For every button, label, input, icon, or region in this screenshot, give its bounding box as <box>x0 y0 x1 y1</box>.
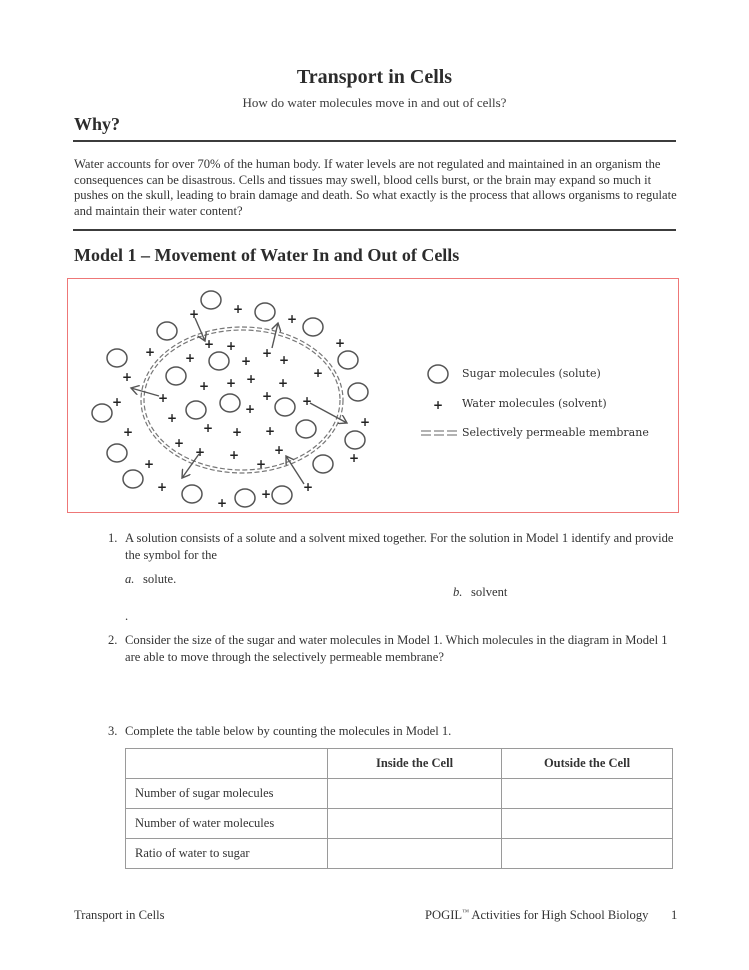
svg-text:+: + <box>348 451 360 465</box>
question-1 <box>0 530 749 640</box>
svg-text:+: + <box>228 448 240 462</box>
row-label: Ratio of water to sugar <box>126 839 328 869</box>
svg-text:+: + <box>278 353 290 367</box>
svg-text:+: + <box>231 425 243 439</box>
svg-text:+: + <box>273 443 285 457</box>
svg-text:+: + <box>157 391 169 405</box>
footer-trademark: ™ <box>462 908 469 916</box>
table-header-blank <box>126 749 328 779</box>
question-2-text: Consider the size of the sugar and water molecules in Model 1. Which molecules in the diagram in Model 1 are able to move through the selectively permeable membrane? <box>125 633 668 664</box>
inside-water-cell[interactable] <box>328 809 502 839</box>
question-2 <box>0 632 749 672</box>
svg-text:+: + <box>225 376 237 390</box>
row-label: Number of sugar molecules <box>126 779 328 809</box>
row-label: Number of water molecules <box>126 809 328 839</box>
svg-text:+: + <box>203 337 215 351</box>
table-header-outside: Outside the Cell <box>502 749 673 779</box>
inside-ratio-cell[interactable] <box>328 839 502 869</box>
svg-text:+: + <box>216 496 228 510</box>
svg-text:+: + <box>188 307 200 321</box>
svg-text:+: + <box>156 480 168 494</box>
svg-text:+: + <box>245 372 257 386</box>
legend-membrane-icon <box>421 431 457 435</box>
question-3 <box>0 723 749 743</box>
legend-membrane-label: Selectively permeable membrane <box>462 426 649 439</box>
svg-text:+: + <box>264 424 276 438</box>
page-subtitle: How do water molecules move in and out of cells? <box>242 95 507 110</box>
svg-text:+: + <box>244 402 256 416</box>
svg-text:+: + <box>232 302 244 316</box>
outside-ratio-cell[interactable] <box>502 839 673 869</box>
svg-text:+: + <box>184 351 196 365</box>
outside-sugar-cell[interactable] <box>502 779 673 809</box>
table-row <box>126 839 673 869</box>
footer-right <box>425 908 648 923</box>
page-number: 1 <box>671 908 678 922</box>
sugar-molecules <box>92 291 371 507</box>
svg-text:+: + <box>111 395 123 409</box>
svg-text:+: + <box>198 379 210 393</box>
svg-text:+: + <box>121 370 133 384</box>
molecule-count-table <box>125 748 673 869</box>
svg-text:+: + <box>261 346 273 360</box>
svg-text:+: + <box>144 345 156 359</box>
svg-text:+: + <box>173 436 185 450</box>
question-1b-label: solvent <box>471 585 508 599</box>
svg-text:+: + <box>240 354 252 368</box>
footer-left: Transport in Cells <box>74 908 165 922</box>
why-heading: Why? <box>74 114 121 134</box>
water-molecules <box>112 302 370 510</box>
why-paragraph: Water accounts for over 70% of the human body. If water levels are not regulated and maintained in an organism the consequences can be disastrous. Cells and tissues may swell, blood cells burst, or the brain may expand so much it pushes on the skull, leading to brain damage and death. So what exactly is the process that allows organisms to regulate and maintain their water content? <box>74 157 677 218</box>
svg-text:+: + <box>225 339 237 353</box>
table-header-inside: Inside the Cell <box>328 749 502 779</box>
svg-text:+: + <box>302 480 314 494</box>
svg-text:+: + <box>260 487 272 501</box>
svg-text:+: + <box>143 457 155 471</box>
cell-membrane <box>141 327 346 473</box>
page-title: Transport in Cells <box>296 66 453 88</box>
table-header-row <box>126 749 673 779</box>
inside-sugar-cell[interactable] <box>328 779 502 809</box>
question-1b-letter: b. <box>453 585 463 599</box>
question-2-number: 2. <box>108 633 118 647</box>
table-row <box>126 809 673 839</box>
svg-text:+: + <box>122 425 134 439</box>
question-1-number: 1. <box>108 531 118 545</box>
stray-mark: . <box>125 609 129 623</box>
svg-text:+: + <box>194 445 206 459</box>
svg-text:+: + <box>202 421 214 435</box>
svg-text:+: + <box>261 389 273 403</box>
question-3-text: Complete the table below by counting the molecules in Model 1. <box>125 724 452 738</box>
svg-text:+: + <box>334 336 346 350</box>
svg-text:+: + <box>312 366 324 380</box>
table-row <box>126 779 673 809</box>
footer-series: Activities for High School Biology <box>468 908 649 923</box>
model-heading: Model 1 – Movement of Water In and Out of Cells <box>74 245 460 265</box>
legend-water-label: Water molecules (solvent) <box>462 397 607 410</box>
question-3-number: 3. <box>108 724 118 738</box>
outside-water-cell[interactable] <box>502 809 673 839</box>
svg-text:+: + <box>166 411 178 425</box>
question-1a-label: solute. <box>143 572 177 586</box>
question-1-text: A solution consists of a solute and a solvent mixed together. For the solution in Model 1 identify and provide the symbol for the <box>125 531 674 562</box>
footer-brand: POGIL <box>425 908 463 923</box>
svg-text:+: + <box>359 415 371 429</box>
legend-plus-icon: + <box>432 398 444 412</box>
legend-circle-icon <box>428 365 448 383</box>
legend-sugar-label: Sugar molecules (solute) <box>462 367 601 380</box>
svg-text:+: + <box>301 394 313 408</box>
svg-text:+: + <box>277 376 289 390</box>
svg-text:+: + <box>286 312 298 326</box>
question-1a-letter: a. <box>125 572 135 586</box>
svg-text:+: + <box>255 457 267 471</box>
